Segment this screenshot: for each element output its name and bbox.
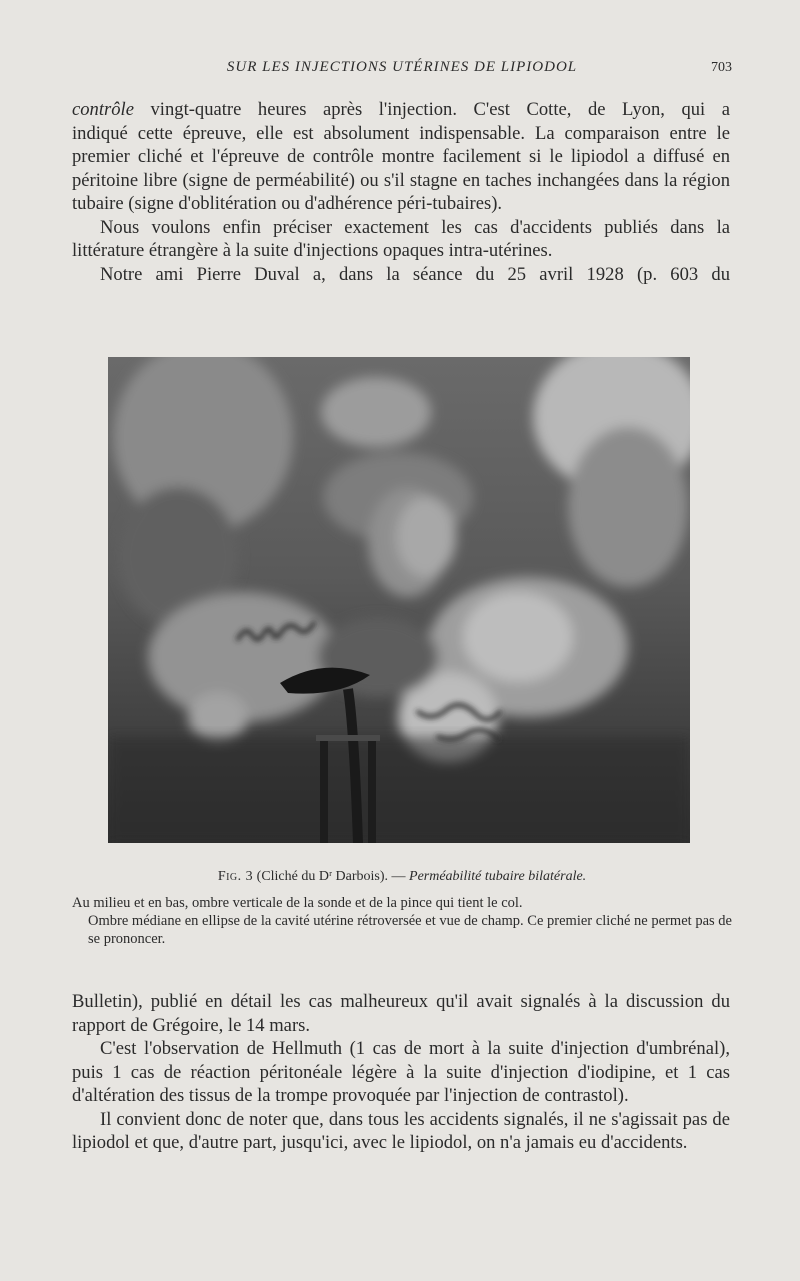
paragraph: indiqué cette épreuve, elle est absolument indispensable. La comparaison entre le premier cliché et l'épreuve de contrôle montre facilement si le lipiodol a diffusé en péritoine libre (signe de perméabilité) ou s'il stagne en taches inchangées dans la région tubaire (signe d'oblitération ou d'adhérence péri-tubaires). xyxy=(72,122,730,214)
figure-title: Perméabilité tubaire bilatérale. xyxy=(409,869,587,884)
body-text-top xyxy=(72,98,730,286)
running-head xyxy=(72,57,732,79)
caption-line: Au milieu et en bas, ombre verticale de la sonde et de la pince qui tient le col. xyxy=(72,895,523,911)
paragraph-continued: Bulletin), publié en détail les cas malheureux qu'il avait signalés à la discussion du rapport de Grégoire, le 14 mars. xyxy=(72,991,730,1036)
italic-word: contrôle xyxy=(72,99,134,120)
figure-caption-title xyxy=(72,869,732,885)
radiograph-image xyxy=(108,357,690,843)
paragraph-text: vingt-quatre heures après l'injection. C'est Cotte, de Lyon, qui a xyxy=(133,99,730,120)
caption-line: Ombre médiane en ellipse de la cavité utérine rétroversée et vue de champ. Ce premier cliché ne permet pas de se prononcer. xyxy=(88,913,732,947)
figure-caption-body xyxy=(72,894,732,948)
radiograph-figure xyxy=(108,357,690,843)
paragraph: Il convient donc de noter que, dans tous les accidents signalés, il ne s'agissait pas de lipiodol et que, d'autre part, jusqu'ici, avec le lipiodol, on n'a jamais eu d'accidents. xyxy=(72,1108,730,1153)
paragraph: Notre ami Pierre Duval a, dans la séance du 25 avril 1928 (p. 603 du xyxy=(100,263,730,285)
paragraph-continued xyxy=(72,98,730,122)
running-title: SUR LES INJECTIONS UTÉRINES DE LIPIODOL xyxy=(226,59,578,75)
figure-label: Fig. 3 xyxy=(217,869,254,884)
paragraph: Nous voulons enfin préciser exactement les cas d'accidents publiés dans la littérature étrangère à la suite d'injections opaques intra-utérines. xyxy=(72,216,730,261)
body-text-bottom xyxy=(72,990,730,1155)
page-number: 703 xyxy=(711,60,732,75)
figure-credit: (Cliché du Dʳ Darbois). — xyxy=(256,869,406,884)
paragraph: C'est l'observation de Hellmuth (1 cas de mort à la suite d'injection d'umbrénal), puis 1 cas de réaction péritonéale légère à la suite d'injection d'iodipine, et 1 cas d'altération des tissus de la trompe provoquée par l'injection de contrastol). xyxy=(72,1038,730,1106)
